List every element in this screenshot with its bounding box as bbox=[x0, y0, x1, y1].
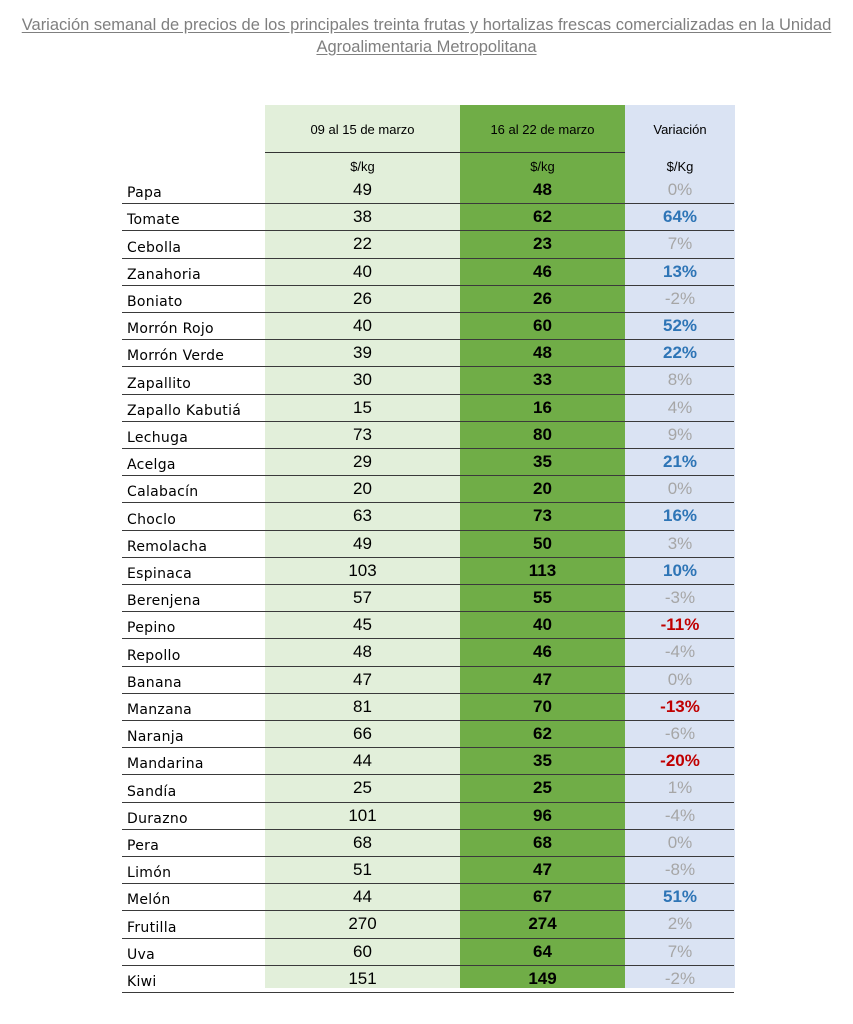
price-variation: 7% bbox=[667, 941, 693, 961]
week1-price: 151 bbox=[348, 968, 377, 988]
week1-price: 44 bbox=[353, 751, 372, 771]
week2-price: 55 bbox=[533, 588, 552, 607]
price-variation: 2% bbox=[667, 914, 693, 934]
week1-price: 26 bbox=[353, 288, 372, 308]
price-variation: -20% bbox=[660, 751, 700, 771]
table-row bbox=[122, 721, 734, 748]
week2-price: 20 bbox=[533, 479, 552, 499]
title-line-1: Variación semanal de precios de los principales treinta frutas y hortalizas frescas comercializadas en la Unidad bbox=[21, 16, 832, 34]
week1-header: 09 al 15 de marzo bbox=[310, 121, 415, 137]
table-row bbox=[122, 775, 734, 802]
price-variation: 8% bbox=[667, 370, 693, 390]
table-row bbox=[122, 694, 734, 721]
table-row bbox=[122, 259, 734, 286]
price-variation: 0% bbox=[667, 479, 693, 499]
product-name: Melón bbox=[127, 892, 171, 909]
product-name: Morrón Verde bbox=[127, 348, 225, 365]
price-variation: -4% bbox=[664, 805, 696, 825]
table-row bbox=[122, 231, 734, 258]
table-row bbox=[122, 830, 734, 857]
week2-price: 73 bbox=[533, 506, 552, 526]
week2-price: 25 bbox=[533, 778, 552, 798]
product-name: Zapallo Kabutiá bbox=[127, 402, 242, 419]
table-row bbox=[122, 558, 734, 585]
product-name: Calabacín bbox=[127, 484, 199, 501]
table-row bbox=[122, 803, 734, 830]
product-name: Uva bbox=[127, 946, 156, 963]
week1-price: 48 bbox=[353, 642, 372, 662]
price-variation: -6% bbox=[664, 724, 696, 743]
week2-price: 70 bbox=[533, 696, 552, 716]
week1-price: 47 bbox=[353, 669, 372, 689]
table-row bbox=[122, 857, 734, 884]
table-row bbox=[122, 612, 734, 639]
week2-price: 62 bbox=[533, 207, 552, 227]
price-variation: 0% bbox=[667, 669, 693, 689]
table-row bbox=[122, 503, 734, 530]
table-row bbox=[122, 449, 734, 476]
week2-price: 46 bbox=[533, 642, 552, 662]
price-variation: -4% bbox=[664, 642, 696, 662]
product-name: Mandarina bbox=[127, 756, 204, 773]
product-name: Naranja bbox=[127, 729, 184, 746]
product-name: Banana bbox=[127, 674, 182, 691]
table-row bbox=[122, 884, 734, 911]
product-name: Durazno bbox=[127, 810, 188, 827]
price-variation: 13% bbox=[662, 261, 698, 281]
week1-unit: $/kg bbox=[350, 158, 375, 174]
week2-price: 23 bbox=[533, 234, 552, 254]
week1-price: 30 bbox=[353, 370, 372, 390]
week1-price: 22 bbox=[353, 234, 372, 254]
price-variation: -2% bbox=[664, 968, 696, 988]
table-row bbox=[122, 639, 734, 666]
price-variation: -11% bbox=[660, 615, 700, 635]
week1-price: 25 bbox=[353, 778, 372, 798]
price-variation: -2% bbox=[664, 288, 696, 308]
price-variation: -13% bbox=[660, 696, 700, 716]
product-name: Acelga bbox=[127, 457, 176, 474]
price-variation: 52% bbox=[662, 316, 698, 335]
table-row bbox=[122, 667, 734, 694]
week2-price: 62 bbox=[533, 724, 552, 743]
title-line-2: Agroalimentaria Metropolitana bbox=[316, 38, 537, 56]
week2-price: 35 bbox=[533, 751, 552, 771]
table-row bbox=[122, 395, 734, 422]
product-name: Pepino bbox=[127, 620, 176, 637]
price-variation: 7% bbox=[667, 234, 693, 254]
week2-price: 149 bbox=[528, 968, 557, 988]
product-name: Berenjena bbox=[127, 593, 201, 610]
header-divider bbox=[265, 152, 625, 153]
week1-price: 103 bbox=[348, 560, 377, 580]
week1-price: 44 bbox=[353, 887, 372, 907]
week1-price: 38 bbox=[353, 207, 372, 227]
week1-price: 29 bbox=[353, 452, 372, 471]
week1-price: 40 bbox=[353, 261, 372, 281]
product-name: Repollo bbox=[127, 647, 181, 664]
table-row bbox=[122, 911, 734, 938]
table-row bbox=[122, 966, 734, 993]
week2-price: 67 bbox=[533, 887, 552, 907]
table-row bbox=[122, 340, 734, 367]
product-name: Morrón Rojo bbox=[127, 321, 214, 338]
week1-price: 68 bbox=[353, 832, 372, 852]
variation-header: Variación bbox=[653, 121, 707, 137]
product-name: Cebolla bbox=[127, 239, 182, 256]
table-row bbox=[122, 939, 734, 966]
product-name: Lechuga bbox=[127, 429, 189, 446]
price-variation: 16% bbox=[662, 506, 698, 526]
week2-price: 33 bbox=[533, 370, 552, 390]
week2-price: 16 bbox=[533, 397, 552, 417]
week1-price: 45 bbox=[353, 615, 372, 635]
product-name: Boniato bbox=[127, 293, 183, 310]
week1-price: 39 bbox=[353, 343, 372, 363]
week2-price: 96 bbox=[533, 805, 552, 825]
price-variation: 3% bbox=[667, 533, 693, 553]
week1-price: 73 bbox=[353, 424, 372, 444]
table-row bbox=[122, 313, 734, 340]
product-name: Zapallito bbox=[127, 375, 192, 392]
product-name: Pera bbox=[127, 837, 160, 854]
product-name: Limón bbox=[127, 865, 172, 882]
week1-price: 63 bbox=[353, 506, 372, 526]
price-variation: 0% bbox=[667, 832, 693, 852]
table-row bbox=[122, 367, 734, 394]
week2-price: 35 bbox=[533, 452, 552, 471]
week1-price: 57 bbox=[353, 588, 372, 607]
price-variation: 10% bbox=[662, 560, 698, 580]
week1-price: 81 bbox=[353, 696, 372, 716]
price-variation: -3% bbox=[664, 588, 696, 607]
product-name: Espinaca bbox=[127, 565, 193, 582]
product-name: Tomate bbox=[127, 212, 180, 229]
price-variation: 1% bbox=[667, 778, 693, 798]
week1-price: 15 bbox=[353, 397, 372, 417]
week1-price: 51 bbox=[353, 860, 372, 879]
week2-price: 60 bbox=[533, 316, 552, 335]
week2-price: 46 bbox=[533, 261, 552, 281]
price-variation: 64% bbox=[662, 207, 698, 227]
week2-price: 40 bbox=[533, 615, 552, 635]
table-row bbox=[122, 748, 734, 775]
table-row bbox=[122, 286, 734, 313]
week2-price: 26 bbox=[533, 288, 552, 308]
week2-price: 113 bbox=[528, 560, 557, 580]
product-name: Papa bbox=[127, 185, 163, 202]
price-variation: 21% bbox=[662, 452, 698, 471]
product-name: Kiwi bbox=[127, 973, 157, 990]
week2-price: 50 bbox=[533, 533, 552, 553]
product-name: Zanahoria bbox=[127, 266, 201, 283]
price-variation: 4% bbox=[667, 397, 693, 417]
week2-unit: $/kg bbox=[530, 158, 555, 174]
week2-price: 68 bbox=[533, 832, 552, 852]
product-name: Manzana bbox=[127, 701, 193, 718]
price-variation: 0% bbox=[667, 180, 693, 199]
price-variation: 9% bbox=[667, 424, 693, 444]
product-name: Frutilla bbox=[127, 919, 177, 936]
week2-price: 48 bbox=[533, 180, 552, 199]
price-variation: 22% bbox=[662, 343, 698, 363]
table-row bbox=[122, 177, 734, 204]
week2-price: 47 bbox=[533, 669, 552, 689]
price-variation: 51% bbox=[662, 887, 698, 907]
product-name: Sandía bbox=[127, 783, 177, 800]
week1-price: 66 bbox=[353, 724, 372, 743]
week1-price: 40 bbox=[353, 316, 372, 335]
table-row bbox=[122, 204, 734, 231]
variation-unit: $/Kg bbox=[666, 158, 694, 174]
week1-price: 49 bbox=[353, 180, 372, 199]
week1-price: 49 bbox=[353, 533, 372, 553]
week2-price: 48 bbox=[533, 343, 552, 363]
product-name: Choclo bbox=[127, 511, 177, 528]
table-row bbox=[122, 531, 734, 558]
week1-price: 270 bbox=[348, 914, 377, 934]
table-row bbox=[122, 476, 734, 503]
week1-price: 60 bbox=[353, 941, 372, 961]
page-title bbox=[0, 14, 853, 58]
week2-price: 80 bbox=[533, 424, 552, 444]
week2-price: 64 bbox=[533, 941, 552, 961]
week2-price: 47 bbox=[533, 860, 552, 879]
table-row bbox=[122, 422, 734, 449]
week2-header: 16 al 22 de marzo bbox=[490, 121, 595, 137]
week2-price: 274 bbox=[528, 914, 557, 934]
week1-price: 101 bbox=[348, 805, 377, 825]
product-name: Remolacha bbox=[127, 538, 208, 555]
week1-price: 20 bbox=[353, 479, 372, 499]
price-variation: -8% bbox=[664, 860, 696, 879]
table-row bbox=[122, 585, 734, 612]
